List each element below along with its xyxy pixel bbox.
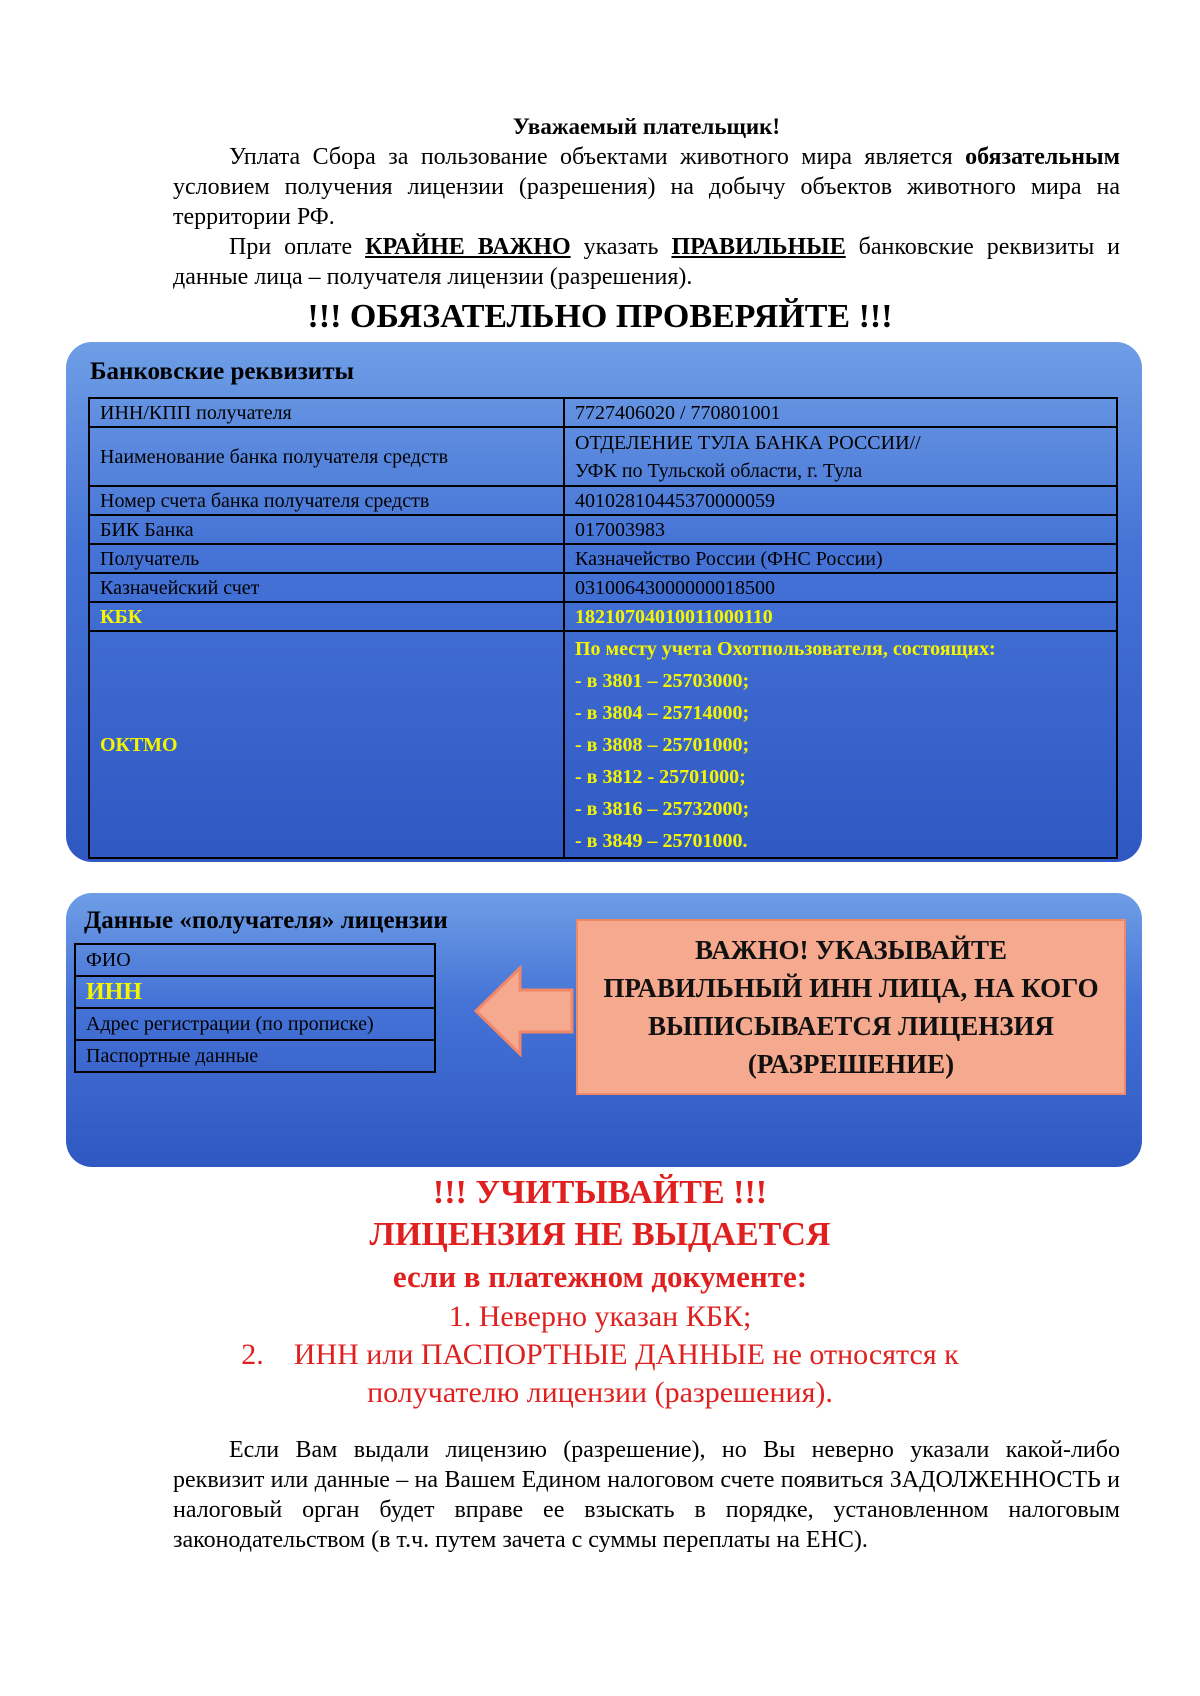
warning-item-2-cont: получателю лицензии (разрешения). — [367, 1376, 833, 1409]
list-item: - в 3812 - 25701000; — [575, 766, 746, 788]
row-value: 7727406020 / 770801001 — [564, 398, 1117, 427]
table-row — [89, 398, 1117, 427]
warning-heading: !!! УЧИТЫВАЙТЕ !!! — [432, 1174, 768, 1211]
row-label: Наименование банка получателя средств — [89, 427, 564, 486]
table-row — [75, 1008, 435, 1040]
row-value: Казначейство России (ФНС России) — [564, 544, 1117, 573]
kbk-value: 18210704010011000110 — [564, 602, 1117, 631]
row-value: 03100643000000018500 — [564, 573, 1117, 602]
row-label: Адрес регистрации (по прописке) — [75, 1008, 435, 1040]
bank-details-panel — [66, 342, 1142, 862]
row-label: Получатель — [89, 544, 564, 573]
bank-details-title: Банковские реквизиты — [90, 358, 355, 385]
row-value: 40102810445370000059 — [564, 486, 1117, 515]
warning-section — [0, 1172, 1200, 1412]
table-row — [89, 515, 1117, 544]
bank-name-line-1: ОТДЕЛЕНИЕ ТУЛА БАНКА РОССИИ// — [575, 432, 921, 454]
arrow-left-icon — [474, 965, 574, 1057]
row-value — [564, 427, 1117, 486]
row-label: БИК Банка — [89, 515, 564, 544]
row-label: ИНН/КПП получателя — [89, 398, 564, 427]
intro-paragraph-1: Уплата Сбора за пользование объектами животного мира является обязательным условием получения лицензии (разрешения) на добычу объектов животного мира на территории РФ. — [173, 144, 1120, 230]
intro-section — [173, 112, 1120, 292]
table-row — [89, 573, 1117, 602]
outro-paragraph: Если Вам выдали лицензию (разрешение), но Вы неверно указали какой-либо реквизит или данные – на Вашем Едином налоговом счете появиться ЗАДОЛЖЕННОСТЬ и налоговый орган будет вправе ее взыскать в порядке, установленном налоговым законодательством (в т.ч. путем зачета с суммы переплаты на ЕНС). — [173, 1437, 1120, 1553]
list-item: - в 3804 – 25714000; — [575, 702, 750, 724]
inn-label: ИНН — [75, 976, 435, 1008]
warning-condition: если в платежном документе: — [392, 1259, 808, 1294]
table-row — [89, 544, 1117, 573]
row-label: Паспортные данные — [75, 1040, 435, 1072]
table-row — [75, 976, 435, 1008]
important-callout: ВАЖНО! УКАЗЫВАЙТЕ ПРАВИЛЬНЫЙ ИНН ЛИЦА, НА КОГО ВЫПИСЫВАЕТСЯ ЛИЦЕНЗИЯ (РАЗРЕШЕНИЕ) — [576, 919, 1126, 1095]
list-item: - в 3849 – 25701000. — [575, 830, 748, 852]
bank-details-table — [88, 397, 1118, 859]
warning-item-1: 1. Неверно указан КБК; — [448, 1300, 752, 1333]
licensee-table — [74, 943, 436, 1073]
list-item: - в 3816 – 25732000; — [575, 798, 750, 820]
check-heading: !!! ОБЯЗАТЕЛЬНО ПРОВЕРЯЙТЕ !!! — [307, 298, 893, 335]
warning-item-2: 2. ИНН или ПАСПОРТНЫЕ ДАННЫЕ не относятся к — [241, 1338, 959, 1371]
oktmo-intro: По месту учета Охотпользователя, состоящих: — [575, 638, 996, 660]
licensee-panel — [66, 893, 1142, 1167]
list-item: - в 3801 – 25703000; — [575, 670, 750, 692]
warning-no-license: ЛИЦЕНЗИЯ НЕ ВЫДАЕТСЯ — [369, 1216, 831, 1253]
oktmo-values — [564, 631, 1117, 858]
table-row — [89, 602, 1117, 631]
bank-name-line-2: УФК по Тульской области, г. Тула — [575, 460, 863, 482]
table-row — [89, 486, 1117, 515]
row-label: ФИО — [75, 944, 435, 976]
row-value: 017003983 — [564, 515, 1117, 544]
table-row — [89, 427, 1117, 486]
licensee-title: Данные «получателя» лицензии — [84, 907, 448, 934]
greeting-heading: Уважаемый плательщик! — [512, 114, 781, 139]
table-row — [89, 631, 1117, 858]
oktmo-label: ОКТМО — [89, 631, 564, 858]
table-row — [75, 1040, 435, 1072]
intro-paragraph-2: При оплате КРАЙНЕ ВАЖНО указать ПРАВИЛЬНЫЕ банковские реквизиты и данные лица – получателя лицензии (разрешения). — [173, 234, 1120, 290]
row-label: Казначейский счет — [89, 573, 564, 602]
kbk-label: КБК — [89, 602, 564, 631]
table-row — [75, 944, 435, 976]
row-label: Номер счета банка получателя средств — [89, 486, 564, 515]
list-item: - в 3808 – 25701000; — [575, 734, 750, 756]
